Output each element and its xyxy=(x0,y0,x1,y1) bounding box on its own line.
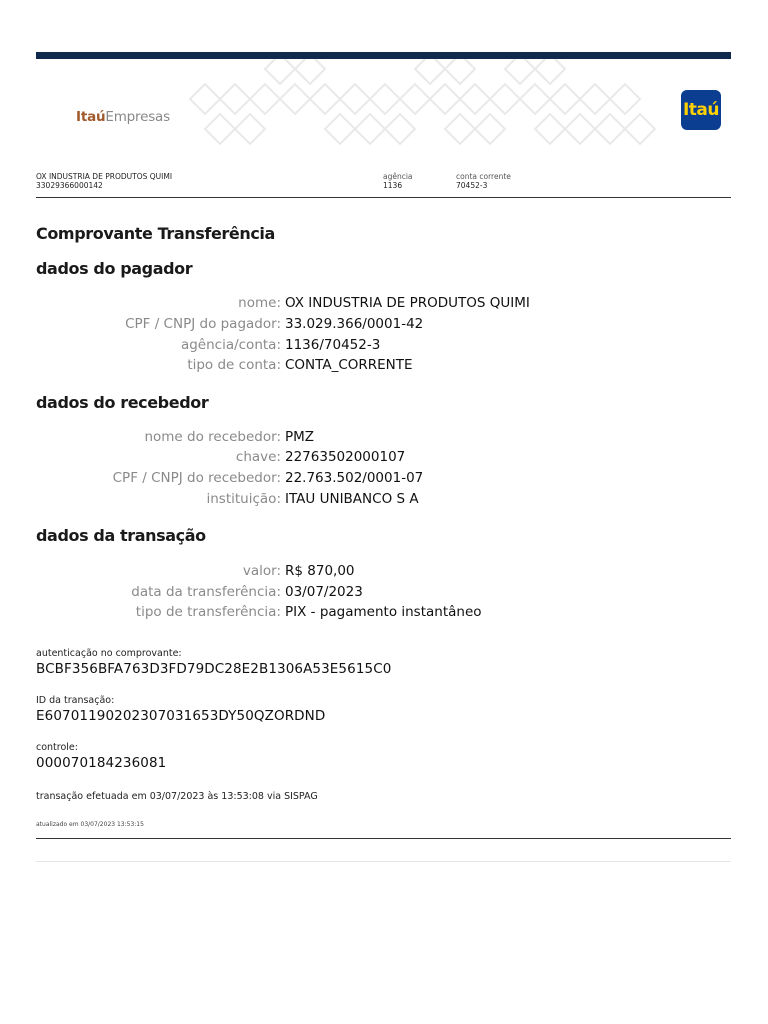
recipient-cnpj-row xyxy=(0,468,768,488)
agencia-label: agência xyxy=(383,172,413,181)
itau-badge-logo xyxy=(681,90,721,130)
field-label: chave: xyxy=(235,449,281,465)
transaction-section-title: dados da transação xyxy=(36,526,206,545)
payer-section-title: dados do pagador xyxy=(36,259,193,278)
logo-itau-text: Itaú xyxy=(76,109,106,125)
agencia-value: 1136 xyxy=(383,181,403,190)
field-value: OX INDUSTRIA DE PRODUTOS QUIMI xyxy=(285,295,530,311)
conta-info xyxy=(456,172,511,190)
transaction-type-row xyxy=(0,602,768,622)
field-label: CPF / CNPJ do pagador: xyxy=(125,316,281,332)
payer-account-type-row xyxy=(0,355,768,375)
transaction-id-value: E60701190202307031653DY50QZORDND xyxy=(36,708,326,724)
payer-name-row xyxy=(0,293,768,313)
field-value: R$ 870,00 xyxy=(285,563,355,579)
divider xyxy=(36,197,731,198)
field-value: 22763502000107 xyxy=(285,449,406,465)
payer-agency-row xyxy=(0,335,768,355)
field-label: nome: xyxy=(238,295,281,311)
field-value: 1136/70452-3 xyxy=(285,337,381,353)
field-label: instituição: xyxy=(206,491,281,507)
field-value: PMZ xyxy=(285,429,315,445)
agencia-info xyxy=(383,172,413,190)
transaction-date-row xyxy=(0,582,768,602)
field-value: ITAU UNIBANCO S A xyxy=(285,491,419,507)
recipient-section-title: dados do recebedor xyxy=(36,393,209,412)
control-value: 000070184236081 xyxy=(36,755,167,771)
background-pattern xyxy=(180,59,660,151)
recipient-institution-row xyxy=(0,489,768,509)
recipient-name-row xyxy=(0,427,768,447)
footer-divider xyxy=(36,838,731,839)
logo-empresas-text: Empresas xyxy=(105,109,170,125)
company-info xyxy=(36,172,172,190)
field-value: PIX - pagamento instantâneo xyxy=(285,604,482,620)
company-id: 33029366000142 xyxy=(36,181,103,190)
page-title: Comprovante Transferência xyxy=(36,224,275,243)
transaction-amount-row xyxy=(0,561,768,581)
field-value: 03/07/2023 xyxy=(285,584,363,600)
payer-cnpj-row xyxy=(0,314,768,334)
header-bar xyxy=(36,52,731,59)
account-header xyxy=(36,172,731,196)
transaction-executed-note: transação efetuada em 03/07/2023 às 13:53:08 via SISPAG xyxy=(36,791,318,802)
authentication-value: BCBF356BFA763D3FD79DC28E2B1306A53E5615C0 xyxy=(36,661,392,677)
badge-text: Itaú xyxy=(682,100,720,120)
authentication-label: autenticação no comprovante: xyxy=(36,648,182,659)
updated-timestamp: atualizado em 03/07/2023 13:53:15 xyxy=(36,821,144,828)
itau-empresas-logo xyxy=(76,109,170,125)
field-label: tipo de conta: xyxy=(187,357,281,373)
company-name: OX INDUSTRIA DE PRODUTOS QUIMI xyxy=(36,172,173,181)
footer-divider-light xyxy=(36,861,731,862)
field-value: 22.763.502/0001-07 xyxy=(285,470,424,486)
field-value: CONTA_CORRENTE xyxy=(285,357,413,373)
field-label: CPF / CNPJ do recebedor: xyxy=(112,470,281,486)
field-label: agência/conta: xyxy=(180,337,281,353)
conta-label: conta corrente xyxy=(456,172,511,181)
field-value: 33.029.366/0001-42 xyxy=(285,316,424,332)
recipient-key-row xyxy=(0,447,768,467)
transaction-id-label: ID da transação: xyxy=(36,695,115,706)
field-label: nome do recebedor: xyxy=(144,429,281,445)
field-label: tipo de transferência: xyxy=(135,604,281,620)
conta-value: 70452-3 xyxy=(456,181,488,190)
control-label: controle: xyxy=(36,742,78,753)
field-label: valor: xyxy=(242,563,281,579)
field-label: data da transferência: xyxy=(131,584,281,600)
